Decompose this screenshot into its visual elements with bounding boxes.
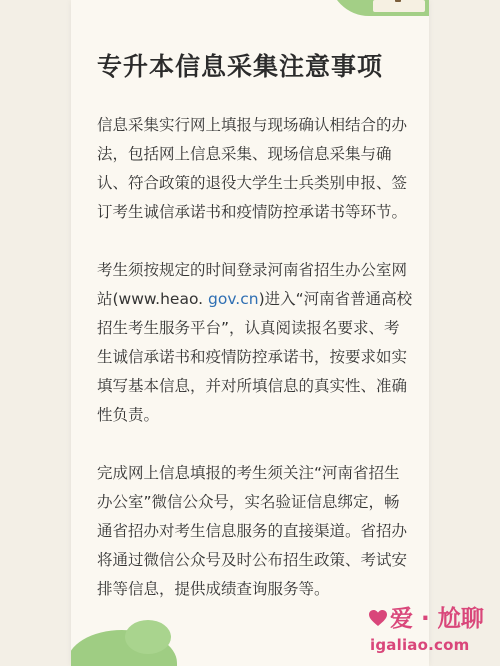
decoration-bump	[125, 620, 171, 654]
paragraph-wechat-follow: 完成网上信息填报的考生须关注“河南省招生办公室”微信公众号，实名验证信息绑定，畅通省招办对考生信息服务的直接渠道。省招办将通过微信公众号及时公布招生政策、考试安排等信息，提供成绩查询服务等。	[97, 464, 408, 598]
website-link[interactable]: gov.cn	[208, 290, 259, 308]
paragraph-info-collection: 信息采集实行网上填报与现场确认相结合的办法，包括网上信息采集、现场信息采集与确认、符合政策的退役大学生士兵类别申报、签订考生诚信承诺书和疫情防控承诺书等环节。	[97, 116, 408, 221]
article-card	[71, 0, 429, 666]
watermark-title: 爱 · 尬聊	[390, 606, 484, 632]
decoration-dot	[395, 0, 401, 2]
decoration-bar	[373, 0, 425, 12]
site-watermark	[362, 604, 497, 664]
watermark-url: igaliao.com	[370, 636, 470, 654]
article-content	[97, 48, 415, 604]
top-decoration	[329, 0, 429, 16]
paragraph-text-after-link: )进入“河南省普通高校招生考生服务平台”，认真阅读报名要求、考生诚信承诺书和疫情防控承诺书，按要求如实填写基本信息，并对所填信息的真实性、准确性负责。	[97, 290, 413, 424]
heart-logo-icon	[368, 608, 388, 628]
paragraph-login-instructions	[97, 256, 415, 430]
article-title: 专升本信息采集注意事项	[97, 52, 384, 81]
bottom-decoration	[71, 630, 177, 666]
paragraph-text-before-link: 考生须按规定的时间登录河南省招生办公室网站(www.heao.	[97, 261, 408, 308]
